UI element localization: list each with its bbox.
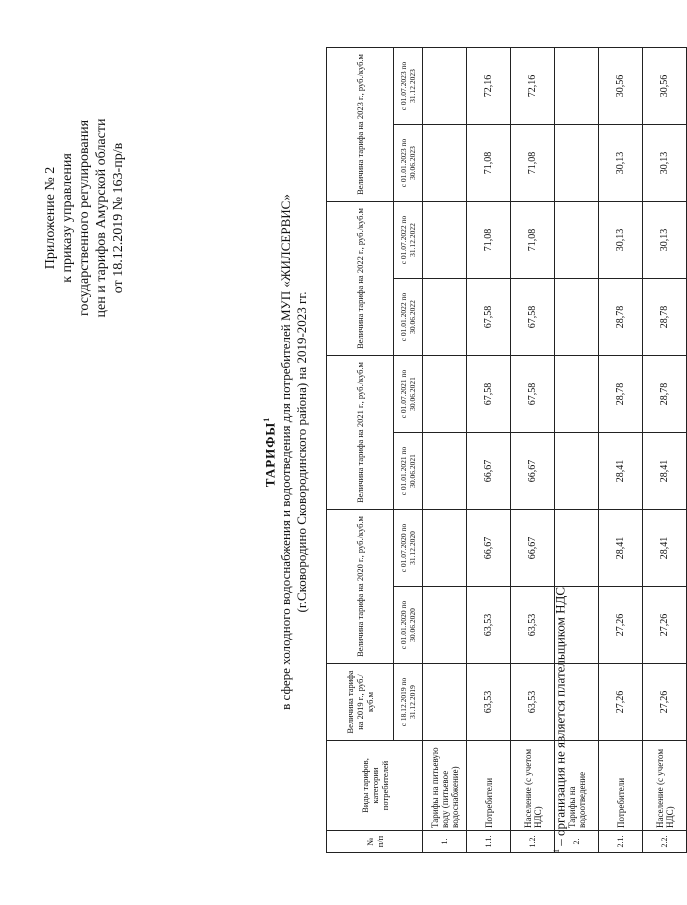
tariff-value-cell: 71,08 [467,202,511,279]
tariff-value-cell: 28,41 [599,510,643,587]
tariff-value-cell: 66,67 [467,433,511,510]
tariff-value-cell [423,664,467,741]
table-row [423,48,467,853]
header-period: с 01.01.2021 по 30.06.2021 [394,433,423,510]
tariff-value-cell: 28,78 [643,356,687,433]
tariff-value-cell [423,125,467,202]
tariff-value-cell: 71,08 [467,125,511,202]
row-label: Население (с учетом НДС) [643,741,687,831]
tariff-value-cell: 30,13 [599,125,643,202]
tariff-value-cell: 30,56 [643,48,687,125]
tariff-value-cell [555,202,599,279]
tariff-value-cell [555,433,599,510]
tariff-value-cell: 30,13 [643,202,687,279]
tariff-value-cell: 66,67 [511,433,555,510]
tariff-value-cell: 72,16 [511,48,555,125]
tariff-value-cell [423,279,467,356]
table-row [643,48,687,853]
tariff-value-cell [423,48,467,125]
tariff-value-cell [423,356,467,433]
appendix-block [42,53,127,383]
tariff-value-cell: 27,26 [643,587,687,664]
tariff-value-cell: 63,53 [511,587,555,664]
tariff-value-cell: 63,53 [511,664,555,741]
tariff-value-cell [555,125,599,202]
appendix-line: цен и тарифов Амурской области [94,118,109,318]
tariff-value-cell: 30,56 [599,48,643,125]
row-label: Тарифы на питьевую воду (питьевое водоснабжение) [423,741,467,831]
tariff-value-cell: 66,67 [467,510,511,587]
tariff-value-cell: 63,53 [467,664,511,741]
title-footnote-mark: 1 [262,416,271,422]
header-year-2022: Величина тарифа на 2022 г., руб./куб.м [327,202,394,356]
tariff-value-cell: 66,67 [511,510,555,587]
row-number: 1.1. [467,831,511,853]
footnote-text: – организация не является плательщиком НДС [552,586,568,849]
tariff-value-cell [423,587,467,664]
row-number: 1. [423,831,467,853]
header-year-2021: Величина тарифа на 2021 г., руб./куб.м [327,356,394,510]
tariff-value-cell [423,433,467,510]
tariff-value-cell: 27,26 [599,664,643,741]
header-tariff-type: Виды тарифов, категории потребителей [327,741,423,831]
document-subtitle: в сфере холодного водоснабжения и водоотведения для потребителей МУП «ЖИЛСЕРВИС» [278,194,294,710]
row-number: 2.2. [643,831,687,853]
tariff-value-cell: 67,58 [511,356,555,433]
table-row [599,48,643,853]
tariff-value-cell: 28,41 [599,433,643,510]
row-number: 1.2. [511,831,555,853]
tariff-value-cell: 27,26 [599,587,643,664]
heading-block [262,37,310,867]
tariff-value-cell [555,48,599,125]
header-period: с 01.01.2023 по 30.06.2023 [394,125,423,202]
tariff-value-cell: 72,16 [467,48,511,125]
tariff-value-cell: 28,41 [643,433,687,510]
header-number: № п/п [327,831,423,853]
tariff-value-cell: 30,13 [643,125,687,202]
rotated-content [40,37,675,867]
header-period: с 01.07.2023 по 31.12.2023 [394,48,423,125]
row-label: Население (с учетом НДС) [511,741,555,831]
tariff-value-cell [555,356,599,433]
header-period: с 01.07.2020 по 31.12.2020 [394,510,423,587]
appendix-line: государственного регулирования [77,119,92,317]
tariff-value-cell: 28,41 [643,510,687,587]
document-subtitle-region: (г.Сковородино Сковородинского района) на 2019-2023 гг. [294,291,310,613]
row-label: Потребители [599,741,643,831]
tariff-value-cell: 28,78 [599,279,643,356]
appendix-line: от 18.12.2019 № 163-пр/в [111,142,126,294]
header-year-2019: Величина тарифа на 2019 г., руб./куб.м [327,664,394,741]
row-number: 2.1. [599,831,643,853]
header-year-2023: Величина тарифа на 2023 г., руб./куб.м [327,48,394,202]
table-row [511,48,555,853]
appendix-line: к приказу управления [60,153,75,283]
tariff-value-cell: 27,26 [643,664,687,741]
tariff-value-cell: 67,58 [467,279,511,356]
tariff-table [326,47,687,853]
appendix-line: Приложение № 2 [43,166,58,270]
tariff-value-cell: 28,78 [643,279,687,356]
document-title [262,37,278,867]
footnote-mark: 1 [552,849,561,853]
header-period: с 01.07.2021 по 30.06.2021 [394,356,423,433]
tariff-value-cell [555,510,599,587]
header-period: с 01.07.2022 по 31.12.2022 [394,202,423,279]
row-label: Тарифы на водоотведение [555,741,599,831]
tariff-value-cell [555,279,599,356]
tariff-value-cell: 30,13 [599,202,643,279]
row-number: 2. [555,831,599,853]
tariff-value-cell: 28,78 [599,356,643,433]
header-period: с 01.01.2022 по 30.06.2022 [394,279,423,356]
row-label: Потребители [467,741,511,831]
footnote [552,587,568,853]
tariff-value-cell: 67,58 [467,356,511,433]
header-year-2020: Величина тарифа на 2020 г., руб./куб.м [327,510,394,664]
header-period: с 01.01.2020 по 30.06.2020 [394,587,423,664]
header-period: с 18.12.2019 по 31.12.2019 [394,664,423,741]
title-text: ТАРИФЫ [262,421,278,488]
tariff-value-cell: 71,08 [511,125,555,202]
tariff-value-cell: 63,53 [467,587,511,664]
table-row [467,48,511,853]
tariff-value-cell [423,510,467,587]
tariff-value-cell [423,202,467,279]
tariff-value-cell: 71,08 [511,202,555,279]
tariff-value-cell: 67,58 [511,279,555,356]
